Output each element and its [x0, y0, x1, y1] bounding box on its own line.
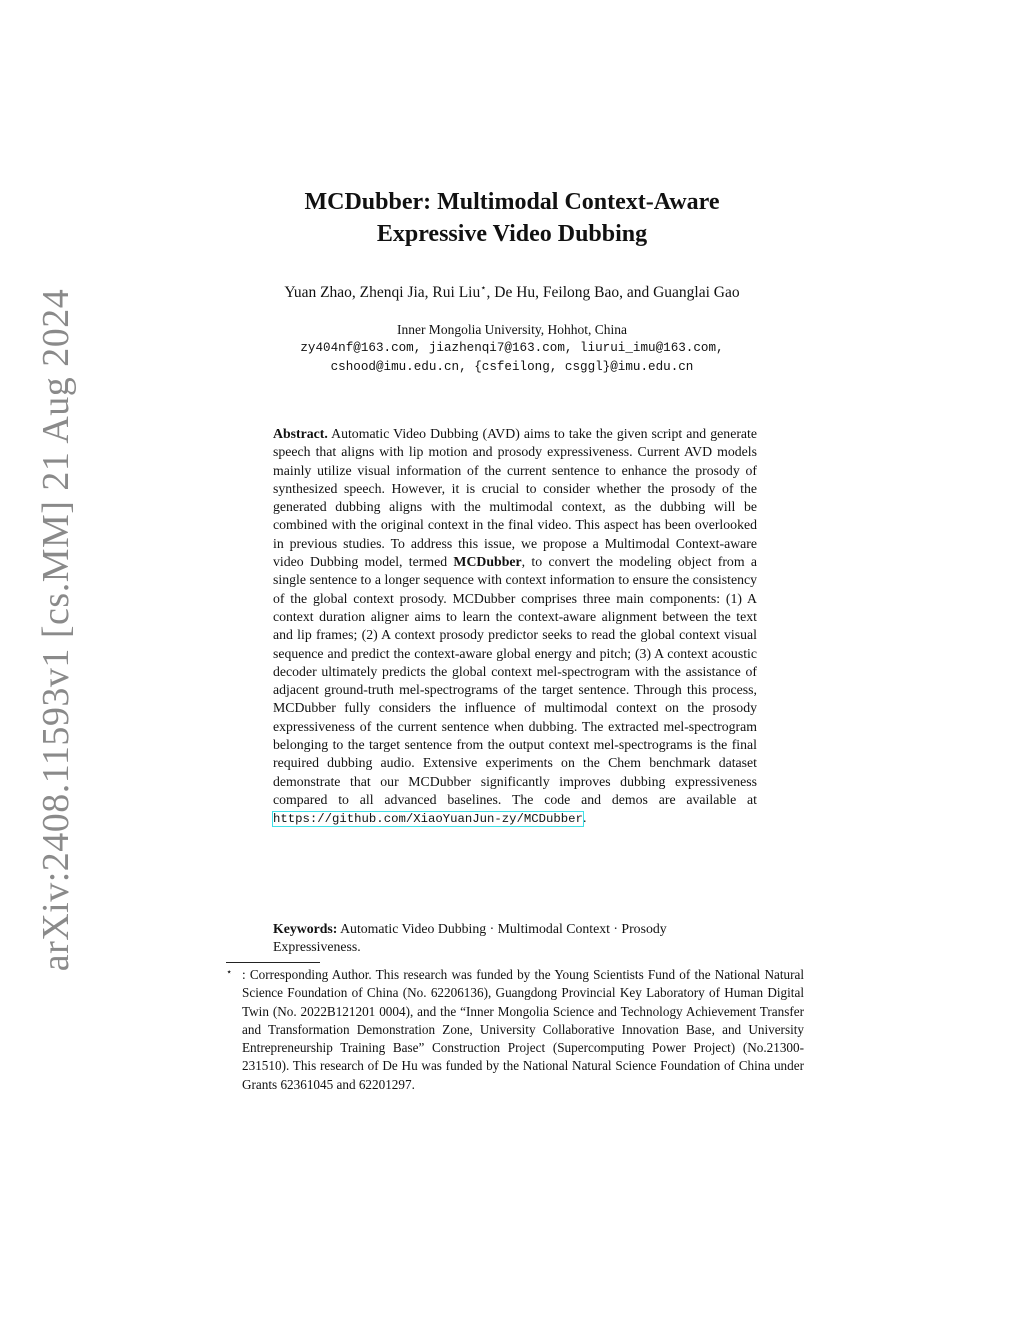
- keywords: [273, 920, 757, 957]
- corresponding-author-mark: ⋆: [480, 283, 487, 294]
- abstract-text-2: , to convert the modeling object from a single sentence to a longer sequence with context information to ensure the consistency of the global context prosody. MCDubber comprises three main components: (1) A context duration aligner aims to learn the context-aware alignment between the text and lip frames; (2) A context prosody predictor seeks to read the global context visual sequence and predict the context-aware global energy and pitch; (3) A context acoustic decoder ultimately predicts the global context mel-spectrogram with the assistance of adjacent ground-truth mel-spectrograms of the target sentence. Through this process, MCDubber fully considers the influence of multimodal context on the prosody expressiveness of the current sentence when dubbing. The extracted mel-spectrogram belonging to the target sentence from the output context mel-spectrograms is the final required dubbing audio. Extensive experiments on the Chem benchmark dataset demonstrate that our MCDubber significantly improves dubbing expressiveness compared to all advanced baselines. The code and demos are available at: [273, 554, 757, 807]
- institution: Inner Mongolia University, Hohhot, China: [396, 322, 628, 337]
- footnote-divider: [226, 962, 320, 963]
- arxiv-identifier-stamp: arXiv:2408.11593v1 [cs.MM] 21 Aug 2024: [35, 288, 77, 972]
- abstract-end: .: [582, 810, 587, 826]
- footnote-mark: ⋆: [226, 967, 233, 978]
- abstract-model-name: MCDubber: [453, 554, 522, 570]
- keywords-heading: Keywords:: [273, 921, 338, 936]
- keywords-text: Automatic Video Dubbing · Multimodal Context · Prosody Expressiveness.: [273, 921, 667, 955]
- author-names-part-2: , De Hu, Feilong Bao, and Guanglai Gao: [486, 284, 740, 302]
- abstract: [273, 425, 757, 829]
- paper-title-line-2: Expressive Video Dubbing: [376, 221, 648, 247]
- footnote-text: : Corresponding Author. This research was funded by the Young Scientists Fund of the National Natural Science Foundation of China (No. 62206136), Guangdong Provincial Key Laboratory of Human Digital Twin (No. 2022B121201 0004), and the “Inner Mongolia Science and Technology Achievement Transfer and Transformation Demonstration Zone, University Collaborative Innovation Base, and University Entrepreneurship Training Base” Construction Project (Supercomputing Power Project) (No.21300-231510). This research of De Hu was funded by the National Natural Science Foundation of China under Grants 62361045 and 62201297.: [242, 967, 804, 1092]
- abstract-text-1: Automatic Video Dubbing (AVD) aims to take the given script and generate speech that aligns with lip motion and prosody expressiveness. Current AVD models mainly utilize visual information of the current sentence to enhance the prosody of synthesized speech. However, it is crucial to consider whether the prosody of the generated dubbing aligns with the multimodal context, as the dubbing will be combined with the original context in the final video. This aspect has been overlooked in previous studies. To address this issue, we propose a Multimodal Context-aware video Dubbing model, termed: [273, 426, 757, 570]
- email-list-line-1: zy404nf@163.com, jiazhenqi7@163.com, liurui_imu@163.com,: [300, 341, 724, 355]
- email-list-line-2: cshood@imu.edu.cn, {csfeilong, csggl}@imu.edu.cn: [330, 360, 694, 374]
- footnote: [226, 966, 804, 1094]
- code-repository-link[interactable]: https://github.com/XiaoYuanJun-zy/MCDubber: [273, 812, 583, 827]
- affiliation-block: [0, 320, 1024, 377]
- author-names-part-1: Yuan Zhao, Zhenqi Jia, Rui Liu: [284, 284, 481, 302]
- abstract-heading: Abstract.: [273, 426, 328, 441]
- paper-title-line-1: MCDubber: Multimodal Context-Aware: [304, 189, 720, 215]
- paper-title: [0, 186, 1024, 250]
- author-list: [0, 283, 1024, 302]
